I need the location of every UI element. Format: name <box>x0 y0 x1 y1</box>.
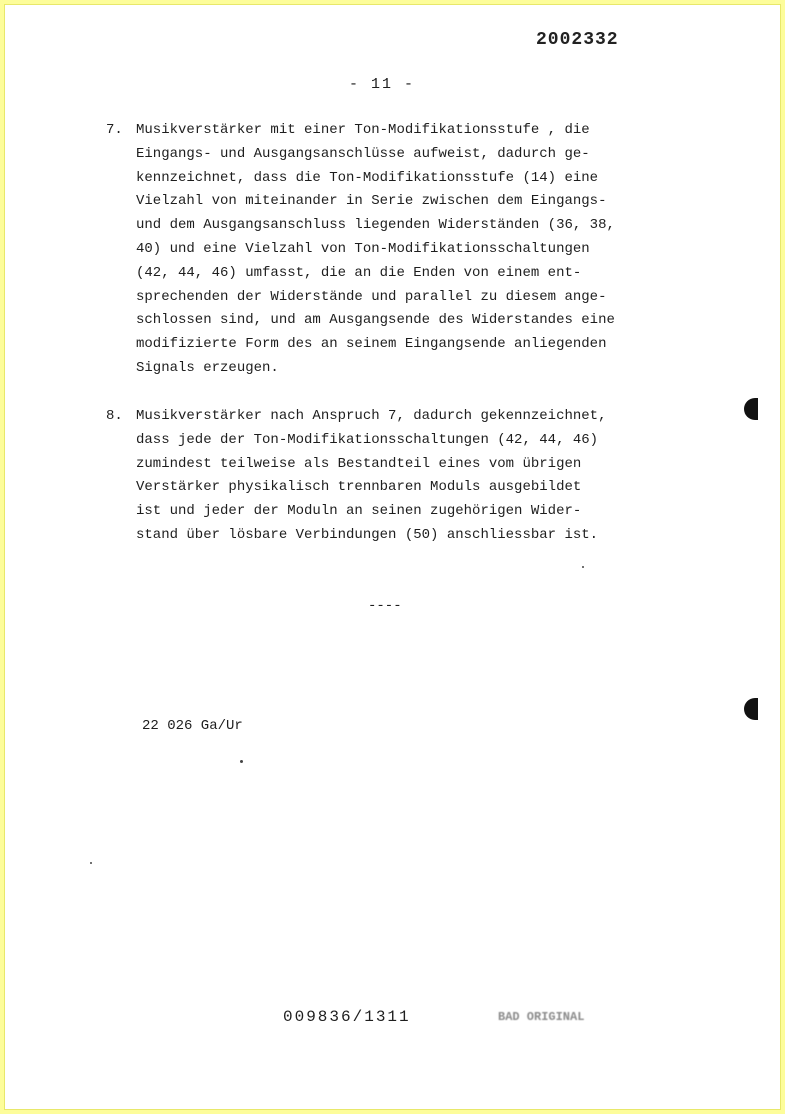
scan-speck <box>240 760 243 763</box>
scan-speck <box>90 862 92 864</box>
bad-original-stamp: BAD ORIGINAL <box>498 1010 585 1024</box>
claim-7 <box>106 119 666 381</box>
claim-8 <box>106 405 666 548</box>
claim-number: 8. <box>106 408 123 424</box>
claim-number: 7. <box>106 122 123 138</box>
footer-code: 009836/1311 <box>283 1008 411 1026</box>
end-mark: ---- <box>368 598 402 614</box>
page-number: - 11 - <box>348 76 415 93</box>
claim-text: Musikverstärker mit einer Ton-Modifikationsstufe , die Eingangs- und Ausgangsanschlüsse aufweist, dadurch ge- kennzeichnet, dass die Ton-Modifikationsstufe (14) eine Vielzahl von miteinander in Serie zwischen dem Eingangs- und dem Ausgangsanschluss liegenden Widerständen (36, 38, 40) und eine Vielzahl von Ton-Modifikationsschaltungen (42, 44, 46) umfasst, die an die Enden von einem ent- sprechenden der Widerstände und parallel zu diesem ange- schlossen sind, und am Ausgangsende des Widerstandes eine modifizierte Form des an seinem Eingangsende anliegenden Signals erzeugen. <box>136 122 615 376</box>
claim-text: Musikverstärker nach Anspruch 7, dadurch gekennzeichnet, dass jede der Ton-Modifikationsschaltungen (42, 44, 46) zumindest teilweise als Bestandteil eines vom übrigen Verstärker physikalisch trennbaren Moduls ausgebildet ist und jeder der Moduln an seinen zugehörigen Wider- stand über lösbare Verbindungen (50) anschliessbar ist. <box>136 408 607 543</box>
scan-speck <box>582 566 584 568</box>
reference-code: 22 026 Ga/Ur <box>142 718 243 734</box>
document-number: 2002332 <box>536 30 619 50</box>
